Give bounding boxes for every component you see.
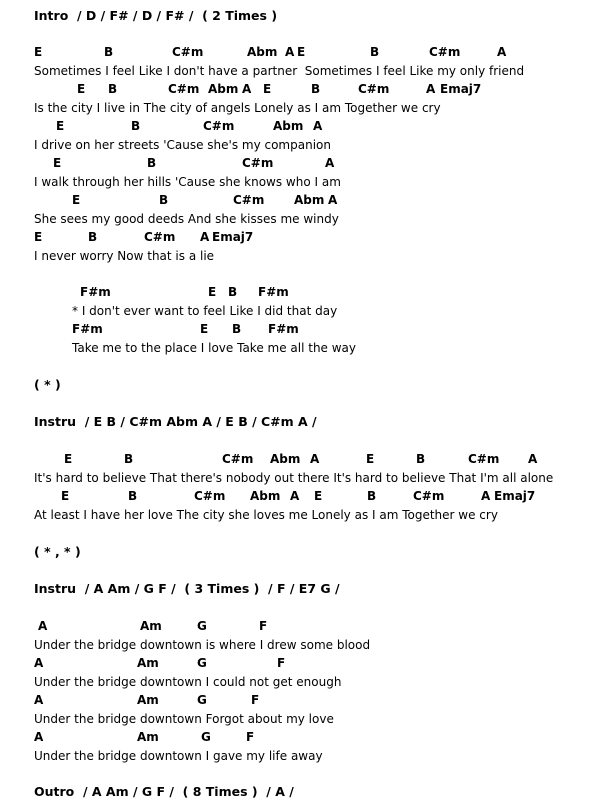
chord-label: B bbox=[370, 45, 380, 59]
intro-heading: Intro / D / F# / D / F# / ( 2 Times ) bbox=[34, 8, 278, 23]
chord-label: B bbox=[88, 230, 98, 244]
chord-label: B bbox=[159, 193, 169, 207]
chord-label: A bbox=[285, 45, 295, 59]
chord-label: C#m bbox=[468, 452, 500, 466]
chord-label: Abm bbox=[273, 119, 304, 133]
chord-label: A bbox=[242, 82, 252, 96]
chord-label: C#m bbox=[194, 489, 226, 503]
chord-label: F#m bbox=[72, 322, 103, 336]
chord-label: F bbox=[251, 693, 260, 707]
chord-label: C#m bbox=[413, 489, 445, 503]
chord-label: C#m bbox=[168, 82, 200, 96]
instrumental-1-heading: Instru / E B / C#m Abm A / E B / C#m A / bbox=[34, 414, 317, 429]
chord-label: E bbox=[263, 82, 272, 96]
chord-label: Abm bbox=[294, 193, 325, 207]
lyric-line: Sometimes I feel Like I don't have a partner Sometimes I feel Like my only friend bbox=[34, 64, 525, 78]
lyric-line: Under the bridge downtown I gave my life away bbox=[34, 749, 323, 763]
chord-label: E bbox=[366, 452, 375, 466]
repeat-chorus-marker: ( * ) bbox=[34, 377, 61, 392]
chord-label: Abm bbox=[270, 452, 301, 466]
repeat-chorus-twice-marker: ( * , * ) bbox=[34, 544, 81, 559]
chord-label: Am bbox=[140, 619, 162, 633]
chord-label: A bbox=[34, 656, 44, 670]
lyric-line: I walk through her hills 'Cause she knows who I am bbox=[34, 175, 341, 189]
chord-label: C#m bbox=[242, 156, 274, 170]
lyric-line: I drive on her streets 'Cause she's my companion bbox=[34, 138, 331, 152]
lyric-line: Under the bridge downtown is where I drew some blood bbox=[34, 638, 371, 652]
chord-label: Emaj7 bbox=[440, 82, 482, 96]
chord-label: A bbox=[290, 489, 300, 503]
chord-label: G bbox=[197, 619, 207, 633]
chord-label: A bbox=[38, 619, 48, 633]
chord-label: F bbox=[277, 656, 286, 670]
chord-label: A bbox=[313, 119, 323, 133]
chord-label: B bbox=[367, 489, 377, 503]
chord-label: Emaj7 bbox=[494, 489, 536, 503]
chord-label: A bbox=[328, 193, 338, 207]
chord-label: E bbox=[61, 489, 70, 503]
lyric-line: At least I have her love The city she loves me Lonely as I am Together we cry bbox=[34, 508, 498, 522]
chord-label: E bbox=[208, 285, 217, 299]
chord-label: Am bbox=[137, 693, 159, 707]
chord-label: A bbox=[528, 452, 538, 466]
chord-label: A bbox=[34, 693, 44, 707]
chord-label: E bbox=[53, 156, 62, 170]
chord-label: A bbox=[497, 45, 507, 59]
chord-label: F#m bbox=[268, 322, 299, 336]
chord-label: A bbox=[426, 82, 436, 96]
chord-label: Abm bbox=[250, 489, 281, 503]
chord-label: C#m bbox=[429, 45, 461, 59]
chord-label: Abm bbox=[247, 45, 278, 59]
chord-label: B bbox=[131, 119, 141, 133]
chord-label: E bbox=[200, 322, 209, 336]
chord-label: B bbox=[232, 322, 242, 336]
chord-label: B bbox=[124, 452, 134, 466]
outro-heading: Outro / A Am / G F / ( 8 Times ) / A / bbox=[34, 784, 294, 799]
chord-label: A bbox=[481, 489, 491, 503]
lyric-line: She sees my good deeds And she kisses me windy bbox=[34, 212, 339, 226]
chord-label: G bbox=[197, 693, 207, 707]
chord-label: A bbox=[34, 730, 44, 744]
chord-label: B bbox=[108, 82, 118, 96]
chord-label: F bbox=[246, 730, 255, 744]
chord-label: A bbox=[200, 230, 210, 244]
chord-label: B bbox=[147, 156, 157, 170]
chord-label: Abm bbox=[208, 82, 239, 96]
chord-label: B bbox=[311, 82, 321, 96]
chord-label: E bbox=[72, 193, 81, 207]
instrumental-2-heading: Instru / A Am / G F / ( 3 Times ) / F / E7 G / bbox=[34, 581, 340, 596]
chord-label: C#m bbox=[203, 119, 235, 133]
chord-label: F#m bbox=[80, 285, 111, 299]
chord-label: A bbox=[325, 156, 335, 170]
chord-label: Am bbox=[137, 730, 159, 744]
chord-label: G bbox=[201, 730, 211, 744]
chord-label: E bbox=[77, 82, 86, 96]
chord-label: G bbox=[197, 656, 207, 670]
lyric-line: I never worry Now that is a lie bbox=[34, 249, 215, 263]
chord-label: Emaj7 bbox=[212, 230, 254, 244]
chord-label: E bbox=[34, 45, 43, 59]
chord-label: E bbox=[297, 45, 306, 59]
chord-label: E bbox=[56, 119, 65, 133]
chord-label: E bbox=[64, 452, 73, 466]
chord-label: C#m bbox=[144, 230, 176, 244]
chord-label: C#m bbox=[358, 82, 390, 96]
chord-label: E bbox=[314, 489, 323, 503]
chord-label: B bbox=[104, 45, 114, 59]
chord-label: F bbox=[259, 619, 268, 633]
chord-label: B bbox=[128, 489, 138, 503]
chord-label: B bbox=[228, 285, 238, 299]
chord-label: B bbox=[416, 452, 426, 466]
lyric-line: Is the city I live in The city of angels Lonely as I am Together we cry bbox=[34, 101, 441, 115]
chord-label: C#m bbox=[233, 193, 265, 207]
lyric-line: Under the bridge downtown I could not get enough bbox=[34, 675, 342, 689]
chord-label: A bbox=[310, 452, 320, 466]
chord-label: F#m bbox=[258, 285, 289, 299]
chord-label: C#m bbox=[172, 45, 204, 59]
lyric-line: * I don't ever want to feel Like I did that day bbox=[72, 304, 338, 318]
lyric-line: Under the bridge downtown Forgot about my love bbox=[34, 712, 334, 726]
chord-label: E bbox=[34, 230, 43, 244]
lyric-line: Take me to the place I love Take me all the way bbox=[72, 341, 357, 355]
chord-label: C#m bbox=[222, 452, 254, 466]
lyric-line: It's hard to believe That there's nobody out there It's hard to believe That I'm all alone bbox=[34, 471, 554, 485]
chord-label: Am bbox=[137, 656, 159, 670]
